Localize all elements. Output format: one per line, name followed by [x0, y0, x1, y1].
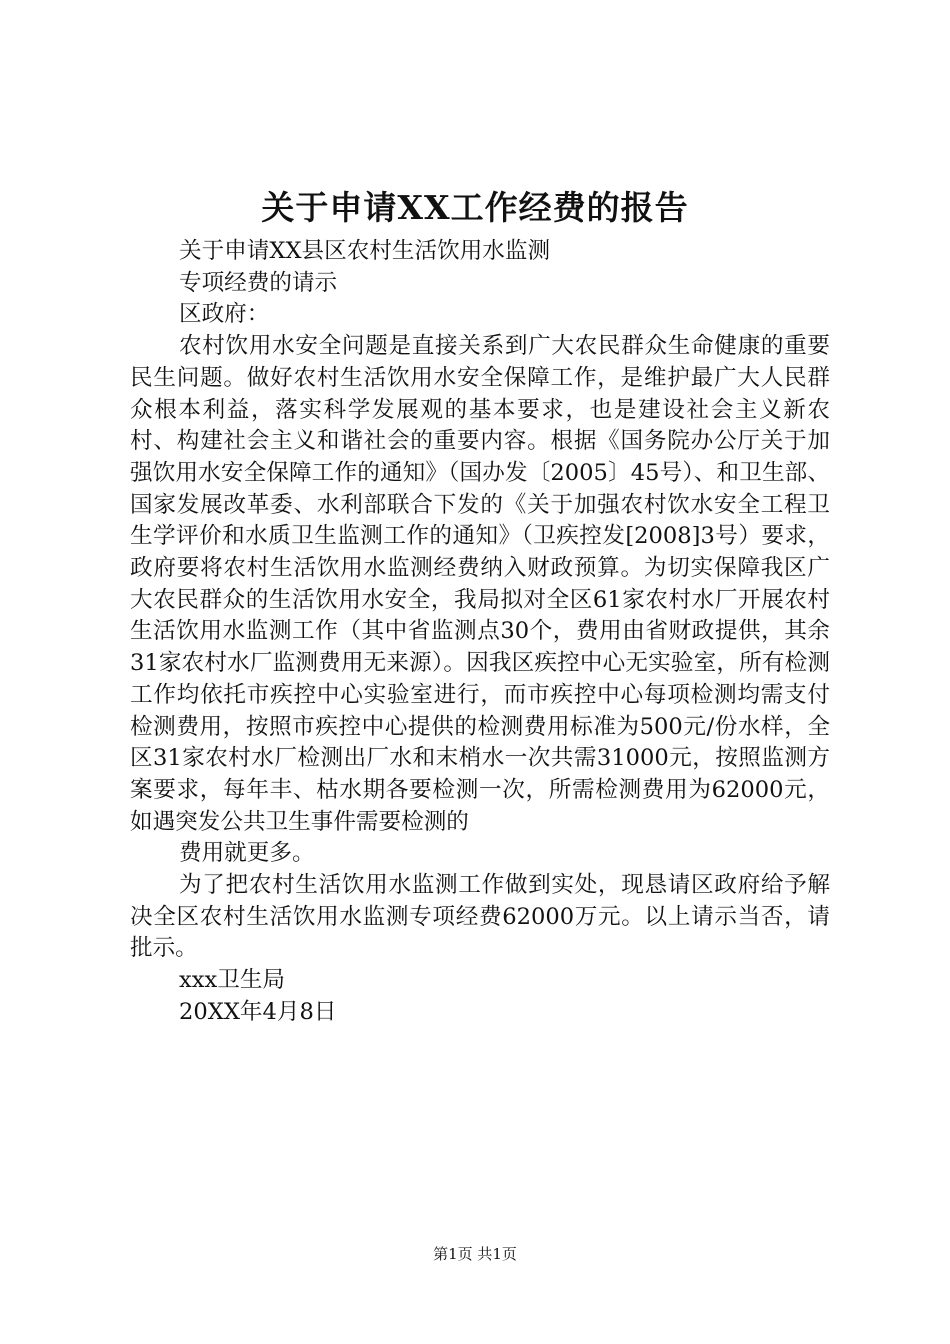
subtitle-line-2: 专项经费的请示	[179, 269, 338, 296]
signature: xxx卫生局	[179, 967, 286, 994]
paragraph-main-continuation: 费用就更多。	[179, 840, 315, 867]
date: 20XX年4月8日	[179, 998, 337, 1025]
document-title: 关于申请XX工作经费的报告	[261, 188, 689, 227]
paragraph-request: 为了把农村生活饮用水监测工作做到实处，现恳请区政府给予解决全区农村生活饮用水监测专项经费62000万元。以上请示当否，请批示。	[130, 872, 830, 962]
paragraph-main: 农村饮用水安全问题是直接关系到广大农民群众生命健康的重要民生问题。做好农村生活饮用水安全保障工作，是维护最广大人民群众根本利益，落实科学发展观的基本要求，也是建设社会主义新农村、构建社会主义和谐社会的重要内容。根据《国务院办公厅关于加强饮用水安全保障工作的通知》（国办发〔2005〕45号）、和卫生部、国家发展改革委、水利部联合下发的《关于加强农村饮水安全工程卫生学评价和水质卫生监测工作的通知》（卫疾控发[2008]3号）要求，政府要将农村生活饮用水监测经费纳入财政预算。为切实保障我区广大农民群众的生活饮用水安全，我局拟对全区61家农村水厂开展农村生活饮用水监测工作（其中省监测点30个，费用由省财政提供，其余31家农村水厂监测费用无来源）。因我区疾控中心无实验室，所有检测工作均依托市疾控中心实验室进行，而市疾控中心每项检测均需支付检测费用，按照市疾控中心提供的检测费用标准为500元/份水样，全区31家农村水厂检测出厂水和末梢水一次共需31000元，按照监测方案要求，每年丰、枯水期各要检测一次，所需检测费用为62000元，如遇突发公共卫生事件需要检测的	[130, 333, 830, 835]
document-body	[130, 236, 830, 1029]
salutation: 区政府：	[179, 301, 270, 328]
subtitle-line-1: 关于申请XX县区农村生活饮用水监测	[179, 238, 551, 264]
page-footer: 第1页 共1页	[433, 1245, 517, 1263]
